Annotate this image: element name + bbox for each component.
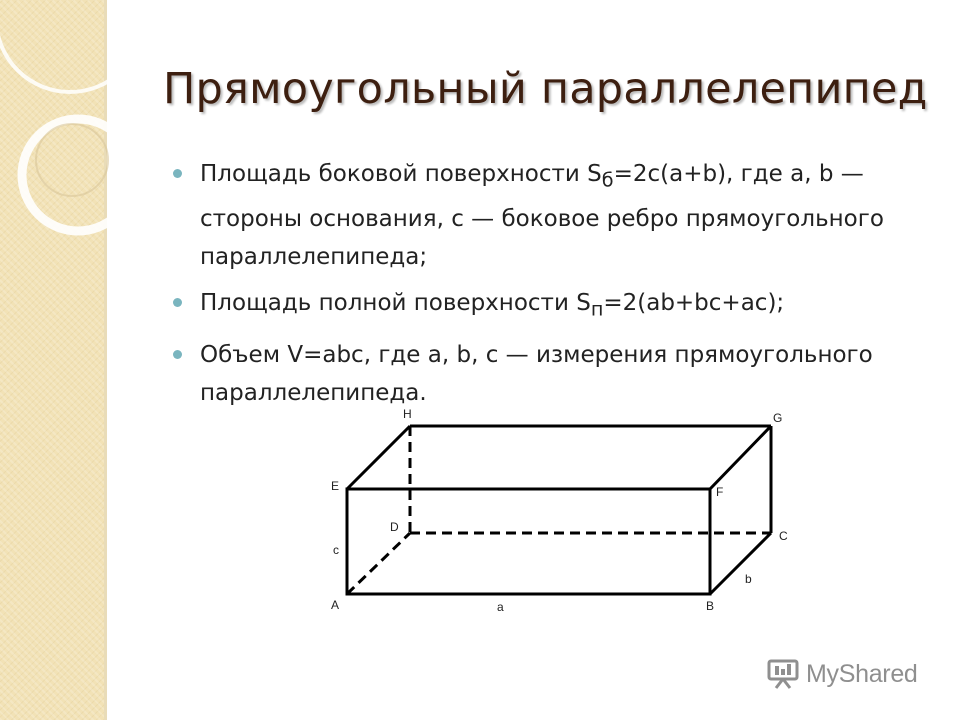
decorative-circles — [0, 0, 200, 320]
vertex-label-F: F — [716, 485, 724, 499]
bullet-total-area — [200, 284, 940, 329]
bullet-text-before: Площадь полной поверхности S — [200, 289, 591, 316]
edge-BC — [710, 533, 771, 594]
bullet-dot — [173, 169, 182, 178]
edge-label-b: b — [745, 572, 752, 586]
watermark-text: MyShared — [806, 659, 918, 688]
vertex-label-H: H — [403, 407, 412, 421]
edge-label-c: c — [333, 543, 339, 557]
vertex-label-C: C — [779, 529, 788, 543]
vertex-label-B: B — [706, 599, 715, 613]
subscript: б — [601, 168, 614, 192]
bullet-list — [200, 155, 940, 420]
bullet-text-before: Объем V=abc, где a, b, c — измерения прямоугольного параллелепипеда. — [200, 342, 873, 407]
bullet-text-after: =2c(a+b), где a, b — стороны основания, c — боковое ребро прямоугольного параллелепипеда; — [200, 161, 884, 270]
bullet-dot — [173, 350, 182, 359]
presentation-board-icon — [766, 658, 800, 690]
bullet-text-before: Площадь боковой поверхности S — [200, 161, 602, 187]
subscript: п — [590, 297, 604, 321]
edge-EH — [347, 426, 410, 489]
vertex-label-D: D — [390, 520, 399, 534]
myshared-watermark — [766, 656, 936, 692]
vertex-label-A: A — [331, 598, 340, 612]
vertex-label-E: E — [331, 479, 340, 493]
edge-label-a: a — [497, 600, 504, 614]
bullet-lateral-area — [200, 155, 940, 276]
front-face — [347, 489, 710, 594]
bullet-text-after: =2(ab+bc+ac); — [603, 289, 785, 316]
hidden-edge-AD — [347, 533, 410, 594]
parallelepiped-diagram — [320, 398, 800, 630]
bullet-dot — [173, 298, 182, 307]
slide-title: Прямоугольный параллелепипед — [163, 64, 928, 114]
edge-FG — [710, 426, 771, 489]
vertex-label-G: G — [773, 411, 783, 425]
